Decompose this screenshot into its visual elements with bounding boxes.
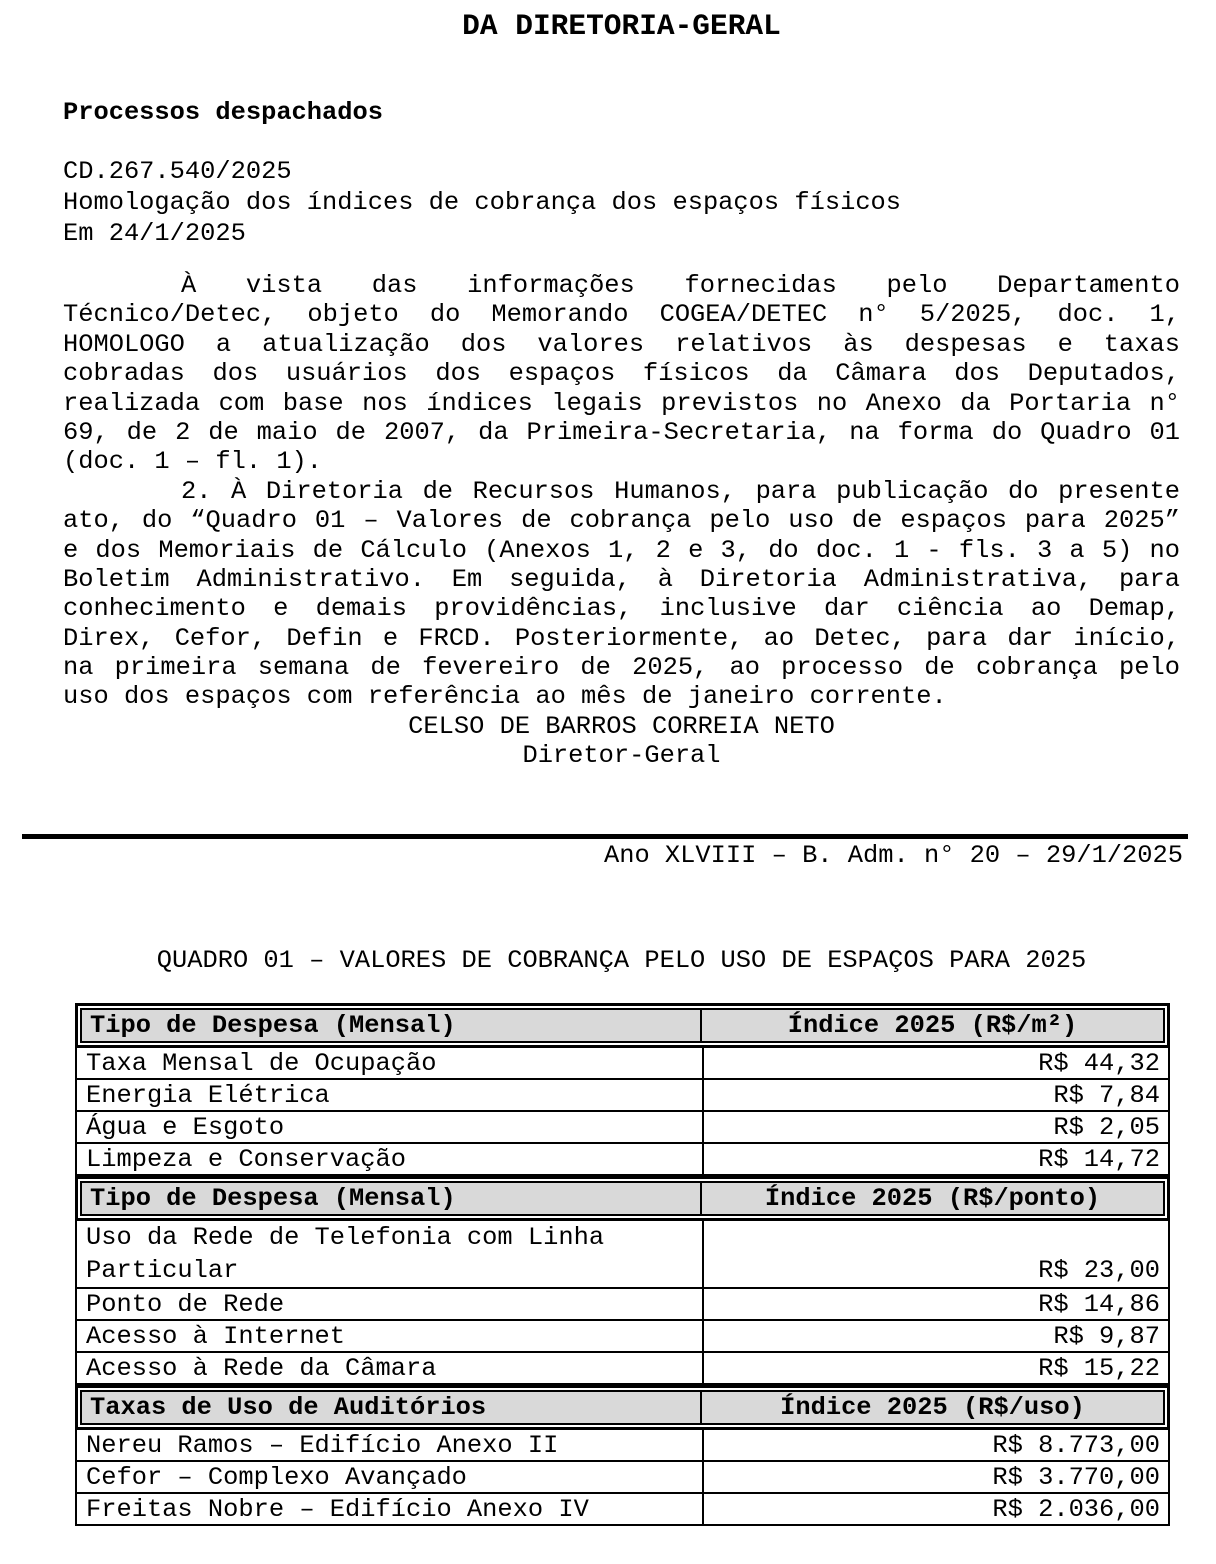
table-row <box>75 1321 1170 1353</box>
charges-table <box>75 1003 1170 1526</box>
paragraph-line: Direx, Cefor, Defin e FRCD. Posteriormente, ao Detec, para dar início, <box>63 623 1180 653</box>
table-section-header <box>75 1176 1170 1221</box>
row-value: R$ 14,72 <box>1038 1144 1160 1174</box>
row-label: Energia Elétrica <box>77 1080 704 1110</box>
paragraph-line: realizada com base nos índices legais previstos no Anexo da Portaria n° <box>63 388 1180 418</box>
row-value: R$ 8.773,00 <box>992 1430 1160 1460</box>
paragraph-line: Boletim Administrativo. Em seguida, à Diretoria Administrativa, para <box>63 564 1180 594</box>
paragraph-line: ato, do “Quadro 01 – Valores de cobrança pelo uso de espaços para 2025” <box>63 506 1180 536</box>
row-value: R$ 23,00 <box>1038 1256 1160 1285</box>
table-row <box>75 1462 1170 1494</box>
paragraph-line: 2. À Diretoria de Recursos Humanos, para publicação do presente <box>181 476 1180 506</box>
signature-name: CELSO DE BARROS CORREIA NETO <box>408 711 835 741</box>
paragraph-line: 69, de 2 de maio de 2007, da Primeira-Secretaria, na forma do Quadro 01 <box>63 417 1180 447</box>
row-label: Água e Esgoto <box>77 1112 704 1142</box>
row-value: R$ 44,32 <box>1038 1048 1160 1078</box>
header-label-cell: Taxas de Uso de Auditórios <box>82 1392 702 1423</box>
row-label: Nereu Ramos – Edifício Anexo II <box>77 1430 704 1460</box>
row-label: Freitas Nobre – Edifício Anexo IV <box>77 1494 704 1524</box>
table-section-header <box>75 1385 1170 1430</box>
row-value: R$ 9,87 <box>1053 1321 1160 1351</box>
row-label: Cefor – Complexo Avançado <box>77 1462 704 1492</box>
paragraph-line: cobradas dos usuários dos espaços físicos da Câmara dos Deputados, <box>63 359 1180 389</box>
paragraph-line: Técnico/Detec, objeto do Memorando COGEA/DETEC n° 5/2025, doc. 1, <box>63 300 1180 330</box>
table-row <box>75 1353 1170 1385</box>
row-value: R$ 7,84 <box>1053 1080 1160 1110</box>
signature-role: Diretor-Geral <box>522 741 721 771</box>
table-row <box>75 1144 1170 1176</box>
row-value: R$ 15,22 <box>1038 1353 1160 1383</box>
paragraph-line: HOMOLOGO a atualização dos valores relativos às despesas e taxas <box>63 329 1180 359</box>
paragraph-line: e dos Memoriais de Cálculo (Anexos 1, 2 e 3, do doc. 1 - fls. 3 a 5) no <box>63 535 1180 565</box>
issue-line: Ano XLVIII – B. Adm. n° 20 – 29/1/2025 <box>603 841 1183 870</box>
table-row <box>75 1430 1170 1462</box>
process-number: CD.267.540/2025 <box>63 157 292 186</box>
divider-rule <box>22 834 1188 839</box>
header-label-cell: Tipo de Despesa (Mensal) <box>82 1010 702 1041</box>
table-section-header <box>75 1003 1170 1048</box>
row-label: Acesso à Rede da Câmara <box>77 1353 704 1383</box>
page-title: DA DIRETORIA-GERAL <box>462 9 781 43</box>
row-value: R$ 14,86 <box>1038 1289 1160 1319</box>
process-date: Em 24/1/2025 <box>63 219 246 248</box>
table-row <box>75 1221 1170 1289</box>
header-value-cell: Índice 2025 (R$/m²) <box>787 1011 1078 1040</box>
table-row <box>75 1080 1170 1112</box>
header-label-cell: Tipo de Despesa (Mensal) <box>82 1183 702 1214</box>
row-value: R$ 2,05 <box>1053 1112 1160 1142</box>
paragraph-line: conhecimento e demais providências, inclusive dar ciência ao Demap, <box>63 594 1180 624</box>
paragraph-line: (doc. 1 – fl. 1). <box>63 447 323 477</box>
header-value-cell: Índice 2025 (R$/ponto) <box>764 1184 1101 1213</box>
process-header <box>63 156 1180 249</box>
paragraph-line: À vista das informações fornecidas pelo Departamento <box>181 271 1180 300</box>
row-value: R$ 2.036,00 <box>992 1494 1160 1524</box>
row-label: Acesso à Internet <box>77 1321 704 1351</box>
table-row <box>75 1289 1170 1321</box>
process-subject: Homologação dos índices de cobrança dos espaços físicos <box>63 188 902 217</box>
paragraph-line: uso dos espaços com referência ao mês de janeiro corrente. <box>63 682 947 712</box>
row-label: Limpeza e Conservação <box>77 1144 704 1174</box>
paragraph-line: na primeira semana de fevereiro de 2025, ao processo de cobrança pelo <box>63 653 1180 683</box>
table-title: QUADRO 01 – VALORES DE COBRANÇA PELO USO DE ESPAÇOS PARA 2025 <box>156 946 1087 975</box>
dispatch-body <box>63 271 1180 771</box>
table-row <box>75 1494 1170 1526</box>
row-value: R$ 3.770,00 <box>992 1462 1160 1492</box>
header-value-cell: Índice 2025 (R$/uso) <box>780 1393 1085 1422</box>
row-label: Ponto de Rede <box>77 1289 704 1319</box>
section-heading: Processos despachados <box>63 98 383 127</box>
row-label: Taxa Mensal de Ocupação <box>77 1048 704 1078</box>
row-label: Uso da Rede de Telefonia com Linha Particular <box>77 1221 704 1287</box>
table-row <box>75 1112 1170 1144</box>
table-row <box>75 1048 1170 1080</box>
